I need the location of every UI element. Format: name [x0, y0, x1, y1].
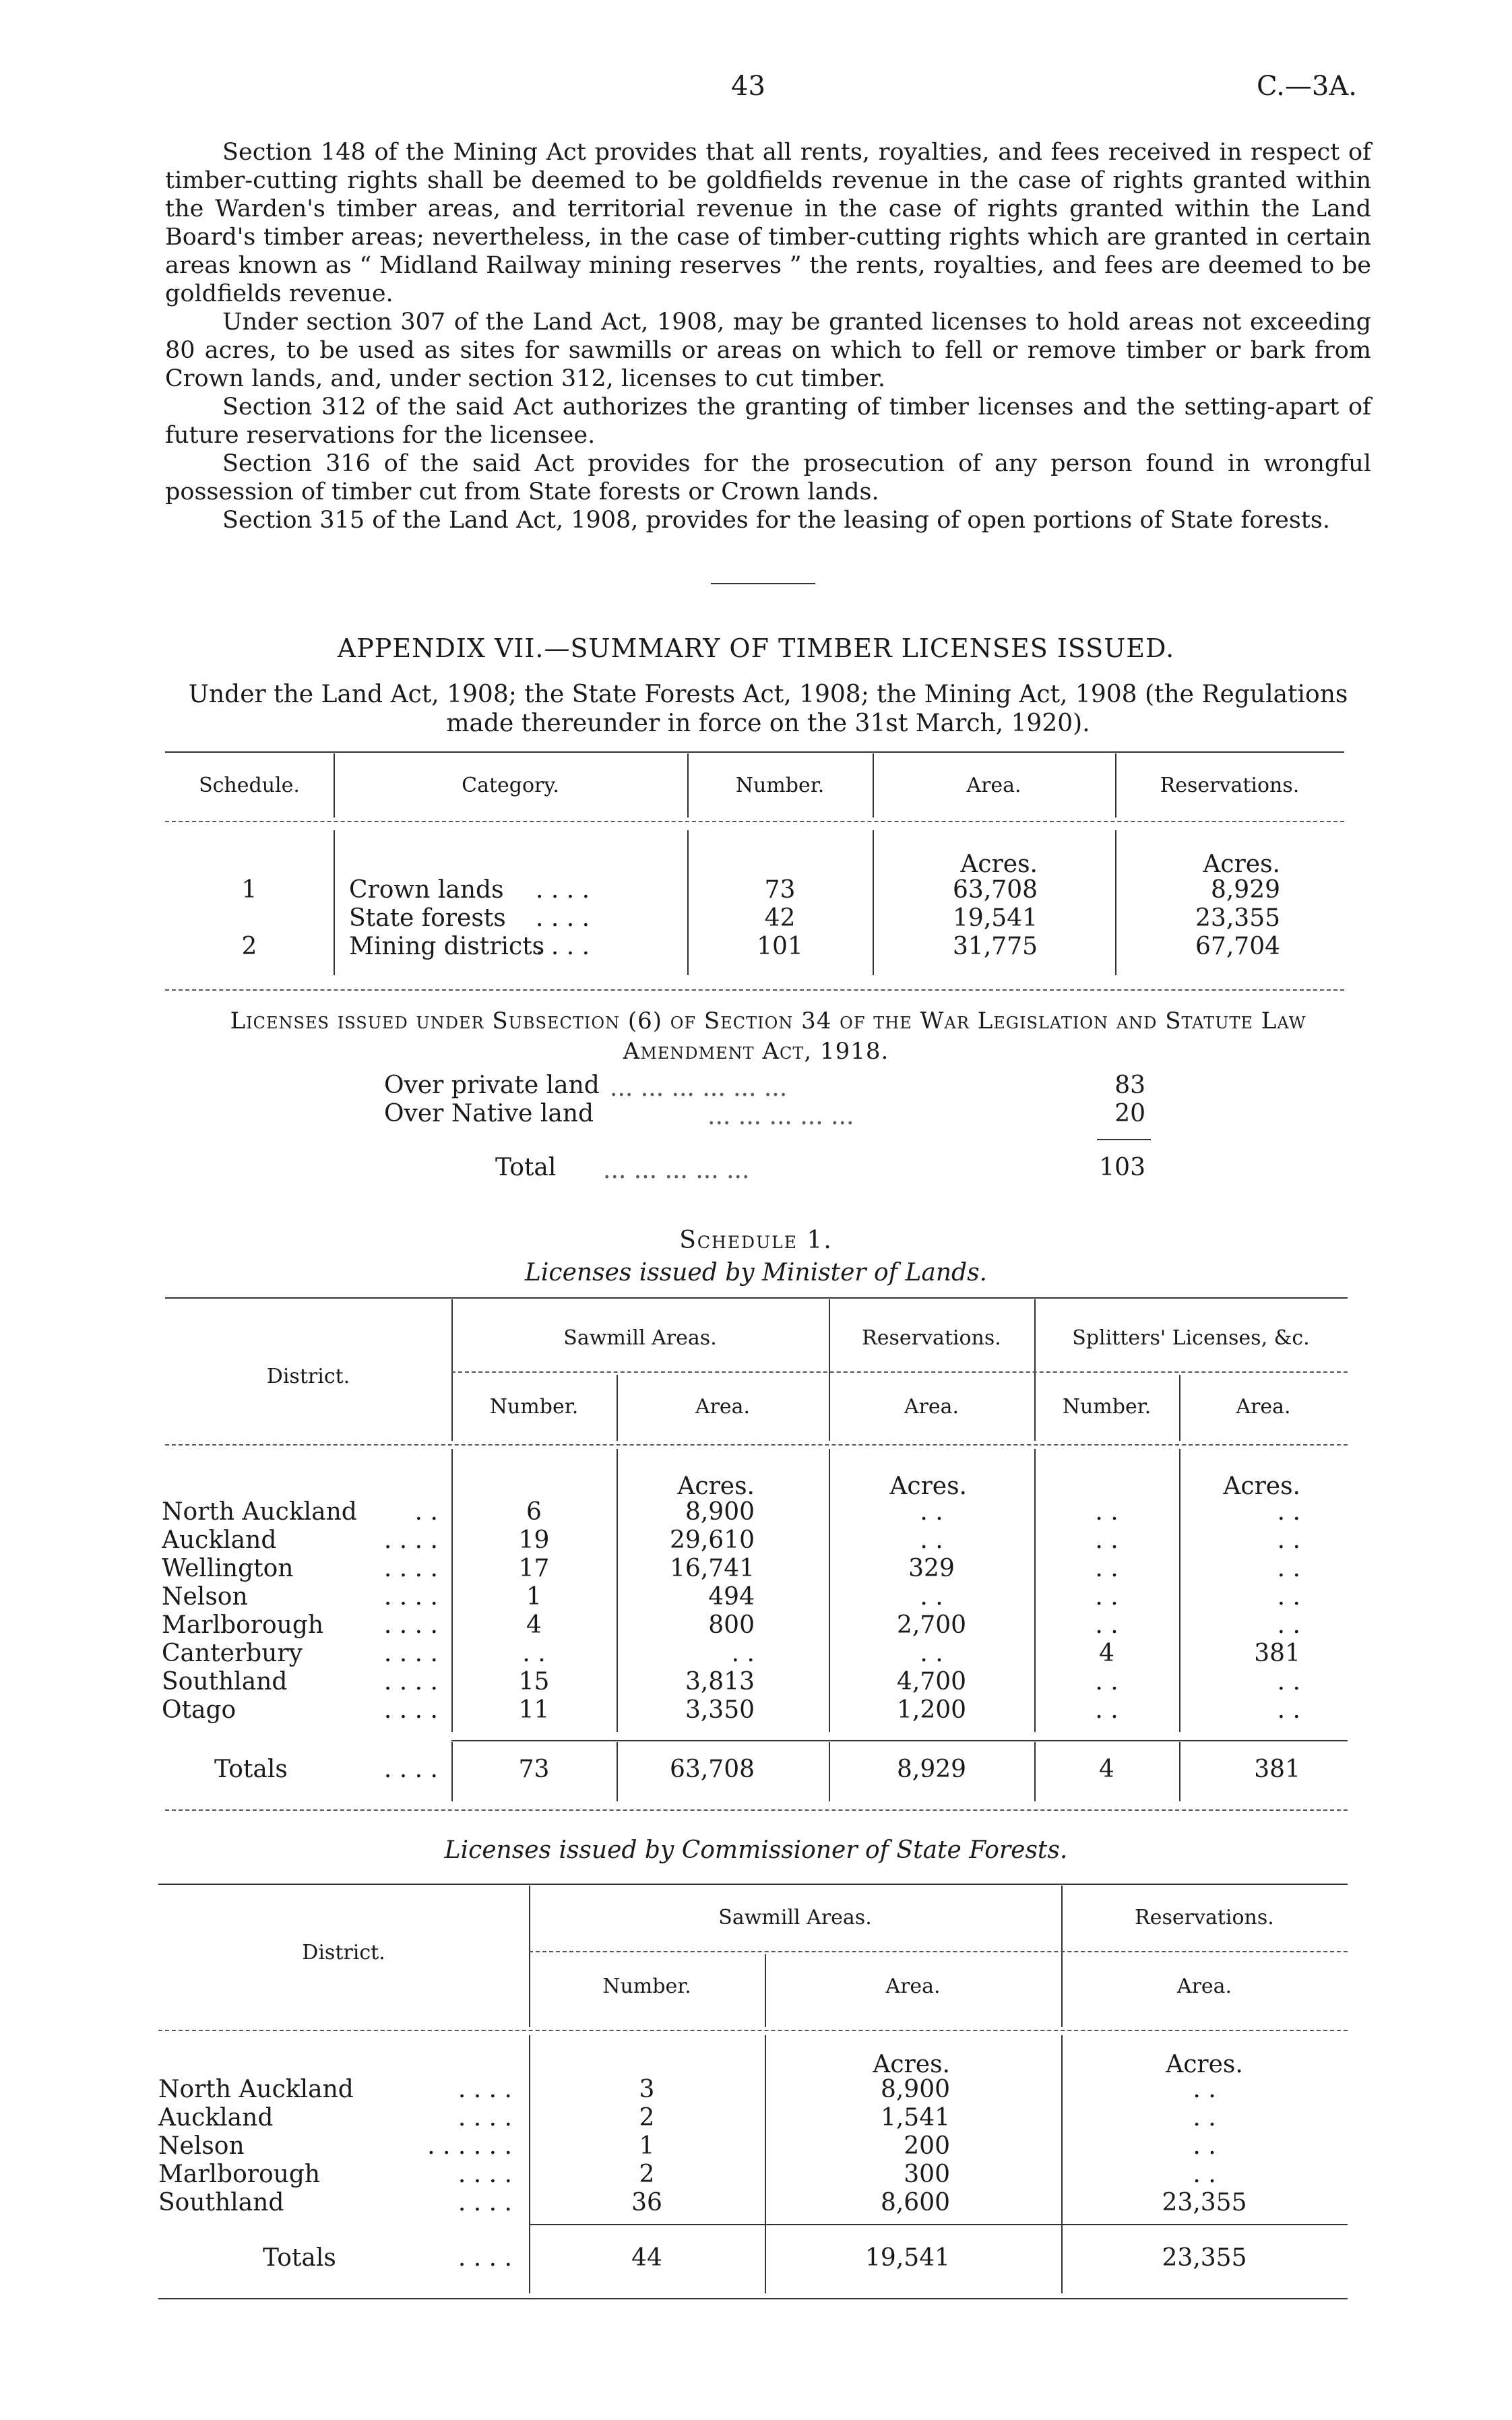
number-cell: 1 [639, 2132, 655, 2160]
district-cell: Southland [158, 2189, 284, 2216]
area-cell: 1,541 [880, 2104, 950, 2132]
leader-dots: . . . . [383, 1668, 438, 1696]
table-rule [165, 821, 1344, 822]
column-header: Reservations. [1160, 774, 1300, 797]
reservations-cell: 23,355 [1195, 904, 1280, 932]
war-licenses-heading: Licenses issued under Subsection (6) of Section 34 of the War Legislation and Statute Law [230, 1007, 1306, 1034]
splitters-area-cell: . . [1277, 1555, 1300, 1582]
area-cell: 8,900 [880, 2076, 950, 2103]
schedule-subtitle: Licenses issued by Minister of Lands. [525, 1259, 987, 1286]
column-header: Number. [735, 774, 825, 797]
leader-dots: . . . . . . [427, 2132, 512, 2160]
number-cell: 36 [631, 2189, 662, 2216]
number-cell: 6 [526, 1498, 542, 1526]
total-label: Total [495, 1154, 557, 1181]
splitters-number-cell: . . [1095, 1696, 1119, 1724]
splitters-number-cell: 4 [1099, 1640, 1114, 1667]
paragraph: Section 148 of the Mining Act provides that all rents, royalties, and fees received in respect of timber-cutting rights shall be deemed to be goldfields revenue in the case of rights granted within the Warden's timber areas, and territorial revenue in the case of rights granted within the Land Board's timber areas; nevertheless, in the case of timber-cutting rights which are granted in certain areas known as “ Midland Railway mining reserves ” the rents, royalties, and fees are deemed to be goldfields revenue. [165, 139, 1371, 307]
district-cell: Wellington [162, 1555, 294, 1582]
document-reference: C.—3A. [1257, 71, 1357, 102]
district-cell: Southland [162, 1668, 288, 1696]
license-label: Over private land [384, 1072, 600, 1099]
schedule-cell: 2 [241, 933, 257, 960]
column-header: Area. [1236, 1395, 1291, 1419]
table-rule [165, 1297, 1348, 1299]
table-rule [165, 989, 1344, 991]
splitters-area-cell: . . [1277, 1696, 1300, 1724]
reservation-area-cell: . . [1193, 2104, 1216, 2132]
district-cell: Otago [162, 1696, 237, 1724]
area-cell: 31,775 [953, 933, 1038, 960]
area-cell: 3,350 [685, 1696, 755, 1724]
leader-dots: . . . . [383, 1640, 438, 1667]
district-cell: Auckland [162, 1526, 277, 1554]
column-rule [829, 1299, 830, 1441]
table-subtitle: Licenses issued by Commissioner of State Forests. [444, 1836, 1068, 1864]
reservation-area-cell: . . [1193, 2076, 1216, 2103]
leader-dots: . . . . [383, 1583, 438, 1611]
area-cell: 63,708 [953, 876, 1038, 904]
total-area: 63,708 [670, 1756, 755, 1783]
splitters-number-cell: . . [1095, 1555, 1119, 1582]
category-cell: Crown lands [349, 876, 504, 904]
number-cell: 3 [639, 2076, 655, 2103]
table-rule [451, 1371, 1348, 1373]
reservations-cell: 67,704 [1195, 933, 1280, 960]
column-rule [617, 1742, 618, 1801]
reservation-area-cell: 4,700 [896, 1668, 967, 1696]
column-header: Area. [904, 1395, 959, 1419]
area-cell: . . [731, 1640, 755, 1667]
reservation-area-cell: 23,355 [1162, 2189, 1247, 2216]
splitters-number-cell: . . [1095, 1526, 1119, 1554]
license-count: 20 [1114, 1100, 1145, 1127]
column-header: Area. [885, 1975, 941, 1998]
table-rule [158, 1884, 1348, 1885]
leader-dots: . . . . [383, 1526, 438, 1554]
column-rule [1179, 1449, 1180, 1732]
number-cell: 2 [639, 2161, 655, 2188]
totals-label: Totals [214, 1756, 288, 1783]
column-group-header: Splitters' Licenses, &c. [1072, 1326, 1310, 1350]
total-value: 103 [1099, 1154, 1145, 1181]
area-cell: 19,541 [953, 904, 1038, 932]
splitters-number-cell: . . [1095, 1611, 1119, 1639]
number-cell: 101 [757, 933, 803, 960]
unit-label: Acres. [1223, 1472, 1300, 1500]
district-cell: Canterbury [162, 1640, 303, 1667]
number-cell: 19 [518, 1526, 550, 1554]
column-header: District. [266, 1365, 350, 1388]
category-cell: Mining districts [349, 933, 545, 960]
number-cell: 15 [518, 1668, 550, 1696]
table-rule [529, 1951, 1348, 1952]
column-rule [451, 1299, 453, 1441]
leader-dots: . . . . [458, 2244, 512, 2272]
area-cell: 16,741 [670, 1555, 755, 1582]
page-number: 43 [731, 71, 765, 102]
column-header: District. [302, 1941, 385, 1964]
unit-label: Acres. [873, 2051, 950, 2078]
table-rule [165, 1809, 1348, 1811]
leader-dots: . . . . [536, 876, 590, 904]
table-rule [529, 2224, 1348, 2225]
column-group-header: Reservations. [862, 1326, 1001, 1350]
splitters-area-cell: . . [1277, 1668, 1300, 1696]
table-rule [158, 2298, 1348, 2299]
district-cell: Nelson [158, 2132, 245, 2160]
number-cell: . . [522, 1640, 546, 1667]
total-splitters-area: 381 [1254, 1756, 1300, 1783]
leader-dots: . . . . [383, 1696, 438, 1724]
paragraph: Section 312 of the said Act authorizes the granting of timber licenses and the setting-apart of future reservations for the licensee. [165, 394, 1371, 449]
number-cell: 17 [518, 1555, 550, 1582]
column-header: Schedule. [199, 774, 300, 797]
splitters-area-cell: . . [1277, 1498, 1300, 1526]
reservation-area-cell: 2,700 [896, 1611, 967, 1639]
reservation-area-cell: . . [1193, 2132, 1216, 2160]
unit-label: Acres. [1203, 850, 1280, 878]
totals-label: Totals [263, 2244, 336, 2272]
number-cell: 4 [526, 1611, 542, 1639]
table-rule [165, 1444, 1348, 1446]
column-rule [1115, 830, 1116, 975]
number-cell: 2 [639, 2104, 655, 2132]
appendix-subtitle: Under the Land Act, 1908; the State Forests Act, 1908; the Mining Act, 1908 (the Regulations [188, 681, 1348, 708]
area-cell: 8,900 [685, 1498, 755, 1526]
column-rule [617, 1449, 618, 1732]
paragraph: Section 316 of the said Act provides for the prosecution of any person found in wrongful possession of timber cut from State forests or Crown lands. [165, 450, 1371, 505]
column-header: Number. [602, 1975, 691, 1998]
leader-dots: . . . . [458, 2104, 512, 2132]
splitters-area-cell: . . [1277, 1526, 1300, 1554]
war-licenses-heading-2: Amendment Act, 1918. [623, 1038, 889, 1065]
total-area: 19,541 [865, 2244, 950, 2272]
column-header: Area. [966, 774, 1021, 797]
splitters-area-cell: 381 [1254, 1640, 1300, 1667]
table-rule [451, 1740, 1348, 1741]
appendix-title: APPENDIX VII.—SUMMARY OF TIMBER LICENSES ISSUED. [337, 633, 1175, 663]
column-group-header: Sawmill Areas. [718, 1906, 872, 1929]
splitters-number-cell: . . [1095, 1583, 1119, 1611]
leader-dots: . . . . [383, 1756, 438, 1783]
area-cell: 8,600 [880, 2189, 950, 2216]
district-cell: Auckland [158, 2104, 274, 2132]
leader-dots: . . . . [458, 2076, 512, 2103]
number-cell: 42 [764, 904, 796, 932]
splitters-area-cell: . . [1277, 1583, 1300, 1611]
column-header: Area. [1176, 1975, 1232, 1998]
schedule-cell: 1 [241, 876, 257, 904]
column-rule [873, 830, 874, 975]
leader-dots: . . . . [536, 933, 590, 960]
leader-dots: ... ... ... ... ... [603, 1156, 750, 1184]
leader-dots: . . . . [536, 904, 590, 932]
column-rule [1179, 1742, 1180, 1801]
column-header: Area. [695, 1395, 751, 1419]
column-group-header: Sawmill Areas. [563, 1326, 717, 1350]
reservation-area-cell: . . [920, 1583, 943, 1611]
leader-dots: . . . . [458, 2189, 512, 2216]
district-cell: North Auckland [158, 2076, 354, 2103]
column-rule [334, 830, 335, 975]
total-reservation-area: 8,929 [896, 1756, 967, 1783]
area-cell: 800 [708, 1611, 755, 1639]
number-cell: 11 [518, 1696, 550, 1724]
total-reservation-area: 23,355 [1162, 2244, 1247, 2272]
district-cell: Nelson [162, 1583, 248, 1611]
unit-label: Acres. [677, 1472, 755, 1500]
leader-dots: . . . . [458, 2161, 512, 2188]
number-cell: 1 [526, 1583, 542, 1611]
leader-dots: ... ... ... ... ... ... [610, 1074, 788, 1102]
column-rule [1034, 1299, 1036, 1441]
reservation-area-cell: . . [920, 1526, 943, 1554]
area-cell: 300 [904, 2161, 950, 2188]
area-cell: 3,813 [685, 1668, 755, 1696]
paragraph: Under section 307 of the Land Act, 1908, may be granted licenses to hold areas not exceeding 80 acres, to be used as sites for sawmills or areas on which to fell or remove timber or bark from Crown lands, and, under section 312, licenses to cut timber. [165, 309, 1371, 392]
splitters-area-cell: . . [1277, 1611, 1300, 1639]
reservation-area-cell: . . [920, 1498, 943, 1526]
column-header: Category. [462, 774, 559, 797]
leader-dots: ... ... ... ... ... [707, 1103, 854, 1130]
table-rule [165, 751, 1344, 753]
column-header: Number. [1062, 1395, 1152, 1419]
column-rule [765, 2226, 766, 2293]
license-count: 83 [1114, 1072, 1145, 1099]
district-cell: Marlborough [158, 2161, 321, 2188]
appendix-subtitle-2: made thereunder in force on the 31st March, 1920). [446, 710, 1090, 737]
area-cell: 494 [708, 1583, 755, 1611]
reservation-area-cell: 1,200 [896, 1696, 967, 1724]
leader-dots: . . . . [383, 1555, 438, 1582]
section-divider [711, 583, 815, 584]
license-label: Over Native land [384, 1100, 594, 1127]
reservations-cell: 8,929 [1210, 876, 1280, 904]
column-group-header: Reservations. [1135, 1906, 1274, 1929]
total-number: 73 [518, 1756, 550, 1783]
leader-dots: . . . . [383, 1611, 438, 1639]
column-header: Number. [489, 1395, 579, 1419]
number-cell: 73 [764, 876, 796, 904]
district-cell: North Auckland [162, 1498, 357, 1526]
unit-label: Acres. [1166, 2051, 1243, 2078]
total-number: 44 [631, 2244, 662, 2272]
reservation-area-cell: 329 [908, 1555, 955, 1582]
reservation-area-cell: . . [1193, 2161, 1216, 2188]
splitters-number-cell: . . [1095, 1668, 1119, 1696]
intro-text [165, 138, 1371, 534]
area-cell: 200 [904, 2132, 950, 2160]
area-cell: 29,610 [670, 1526, 755, 1554]
unit-label: Acres. [889, 1472, 967, 1500]
district-cell: Marlborough [162, 1611, 324, 1639]
unit-label: Acres. [960, 850, 1038, 878]
splitters-number-cell: . . [1095, 1498, 1119, 1526]
leader-dots: . . [414, 1498, 438, 1526]
table-rule [158, 2030, 1348, 2031]
total-splitters-number: 4 [1099, 1756, 1114, 1783]
reservation-area-cell: . . [920, 1640, 943, 1667]
category-cell: State forests [349, 904, 506, 932]
total-rule [1097, 1139, 1151, 1140]
schedule-title: Schedule 1. [679, 1227, 833, 1254]
paragraph: Section 315 of the Land Act, 1908, provides for the leasing of open portions of State forests. [222, 507, 1330, 534]
